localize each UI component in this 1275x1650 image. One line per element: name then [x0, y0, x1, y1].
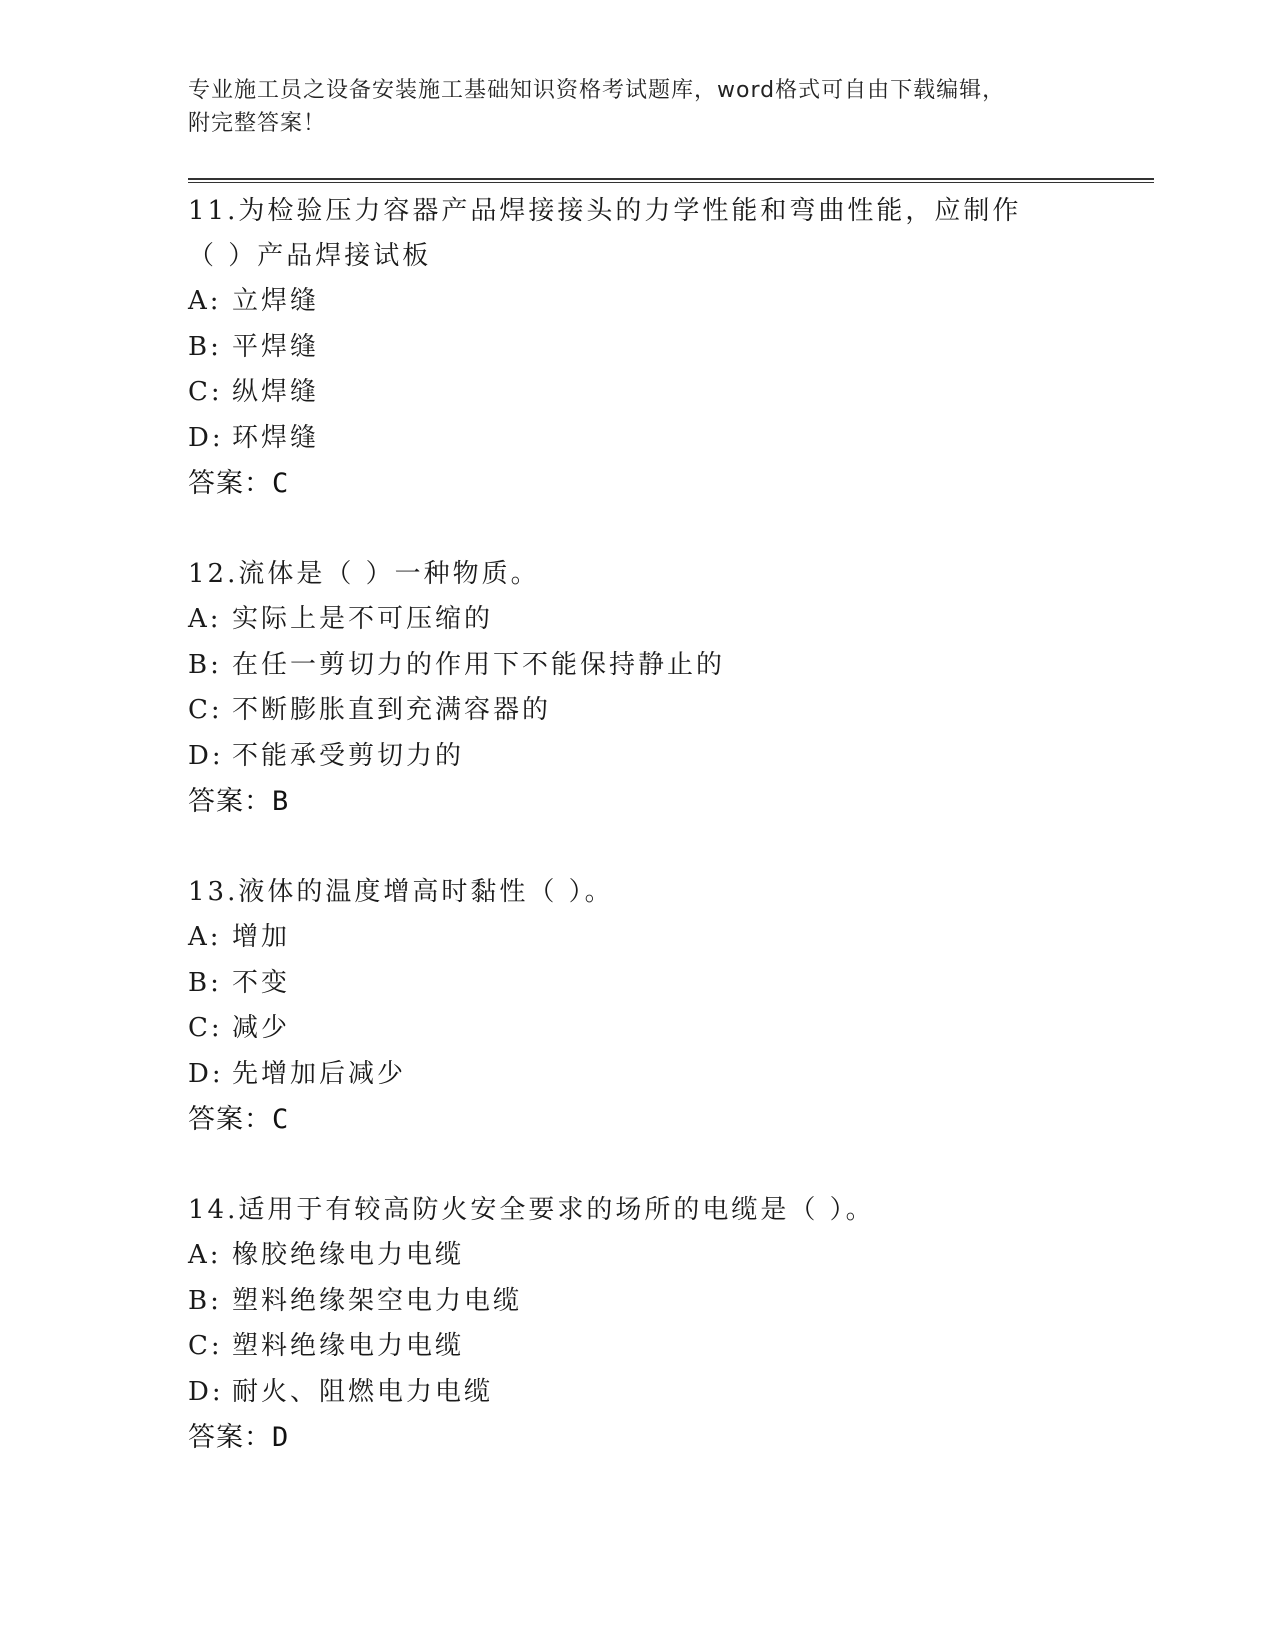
- option-letter: B:: [188, 331, 222, 362]
- option-letter: B:: [188, 649, 222, 680]
- option-letter: A:: [188, 1240, 222, 1270]
- answer-label: 答案：: [188, 786, 272, 817]
- answer-value: C: [272, 1104, 290, 1135]
- option-d: [188, 734, 1154, 780]
- option-letter: A:: [188, 604, 222, 634]
- option-b: [188, 961, 1154, 1007]
- question-14: [188, 1188, 1154, 1460]
- option-letter: C:: [188, 1013, 223, 1043]
- option-a: [188, 1233, 1154, 1279]
- answer-value: B: [272, 786, 290, 817]
- option-letter: A:: [188, 922, 222, 952]
- option-letter: C:: [188, 377, 223, 407]
- option-text: 减少: [232, 1013, 291, 1043]
- option-d: [188, 1370, 1154, 1416]
- question-11: [188, 189, 1154, 506]
- option-text: 塑料绝缘电力电缆: [232, 1331, 465, 1361]
- option-letter: A:: [188, 286, 222, 316]
- option-c: [188, 1324, 1154, 1370]
- question-stem: 12.流体是（ ）一种物质。: [188, 559, 540, 589]
- option-c: [188, 370, 1154, 416]
- option-b: [188, 325, 1154, 371]
- answer-label: 答案：: [188, 1104, 272, 1135]
- answer-line: [188, 779, 1154, 824]
- header-line-1: 专业施工员之设备安装施工基础知识资格考试题库，word格式可自由下载编辑，: [188, 78, 1006, 103]
- header-divider: [188, 178, 1154, 183]
- option-c: [188, 688, 1154, 734]
- option-text: 纵焊缝: [232, 377, 320, 407]
- option-d: [188, 1052, 1154, 1098]
- answer-line: [188, 461, 1154, 506]
- option-text: 塑料绝缘架空电力电缆: [232, 1285, 523, 1316]
- option-text: 耐火、阻燃电力电缆: [232, 1376, 494, 1407]
- answer-value: C: [272, 468, 290, 499]
- option-a: [188, 915, 1154, 961]
- question-list: [188, 189, 1154, 1506]
- option-letter: D:: [188, 740, 224, 771]
- option-text: 增加: [232, 922, 291, 952]
- option-text: 不断膨胀直到充满容器的: [232, 695, 552, 725]
- option-b: [188, 643, 1154, 689]
- document-header: [188, 74, 1068, 140]
- header-line-2: 附完整答案！: [188, 111, 327, 136]
- option-text: 先增加后减少: [232, 1058, 407, 1089]
- option-letter: D:: [188, 1058, 224, 1089]
- answer-value: D: [272, 1422, 290, 1453]
- option-b: [188, 1279, 1154, 1325]
- option-text: 环焊缝: [232, 422, 320, 453]
- option-text: 不能承受剪切力的: [232, 740, 465, 771]
- answer-label: 答案：: [188, 468, 272, 499]
- question-stem: 11.为检验压力容器产品焊接接头的力学性能和弯曲性能，应制作（ ）产品焊接试板: [188, 196, 1022, 271]
- option-text: 立焊缝: [232, 286, 320, 316]
- option-letter: B:: [188, 1285, 222, 1316]
- option-letter: C:: [188, 695, 223, 725]
- option-letter: C:: [188, 1331, 223, 1361]
- option-text: 橡胶绝缘电力电缆: [232, 1240, 465, 1270]
- option-text: 平焊缝: [232, 331, 320, 362]
- option-a: [188, 279, 1154, 325]
- option-d: [188, 416, 1154, 462]
- option-c: [188, 1006, 1154, 1052]
- answer-line: [188, 1097, 1154, 1142]
- answer-label: 答案：: [188, 1422, 272, 1453]
- option-text: 不变: [232, 967, 291, 998]
- question-13: [188, 870, 1154, 1142]
- option-a: [188, 597, 1154, 643]
- option-text: 实际上是不可压缩的: [232, 604, 494, 634]
- option-letter: B:: [188, 967, 222, 998]
- question-stem: 14.适用于有较高防火安全要求的场所的电缆是（ ）。: [188, 1195, 875, 1225]
- question-stem: 13.液体的温度增高时黏性（ ）。: [188, 877, 614, 907]
- answer-line: [188, 1415, 1154, 1460]
- option-text: 在任一剪切力的作用下不能保持静止的: [232, 649, 726, 680]
- option-letter: D:: [188, 422, 224, 453]
- option-letter: D:: [188, 1376, 224, 1407]
- question-12: [188, 552, 1154, 824]
